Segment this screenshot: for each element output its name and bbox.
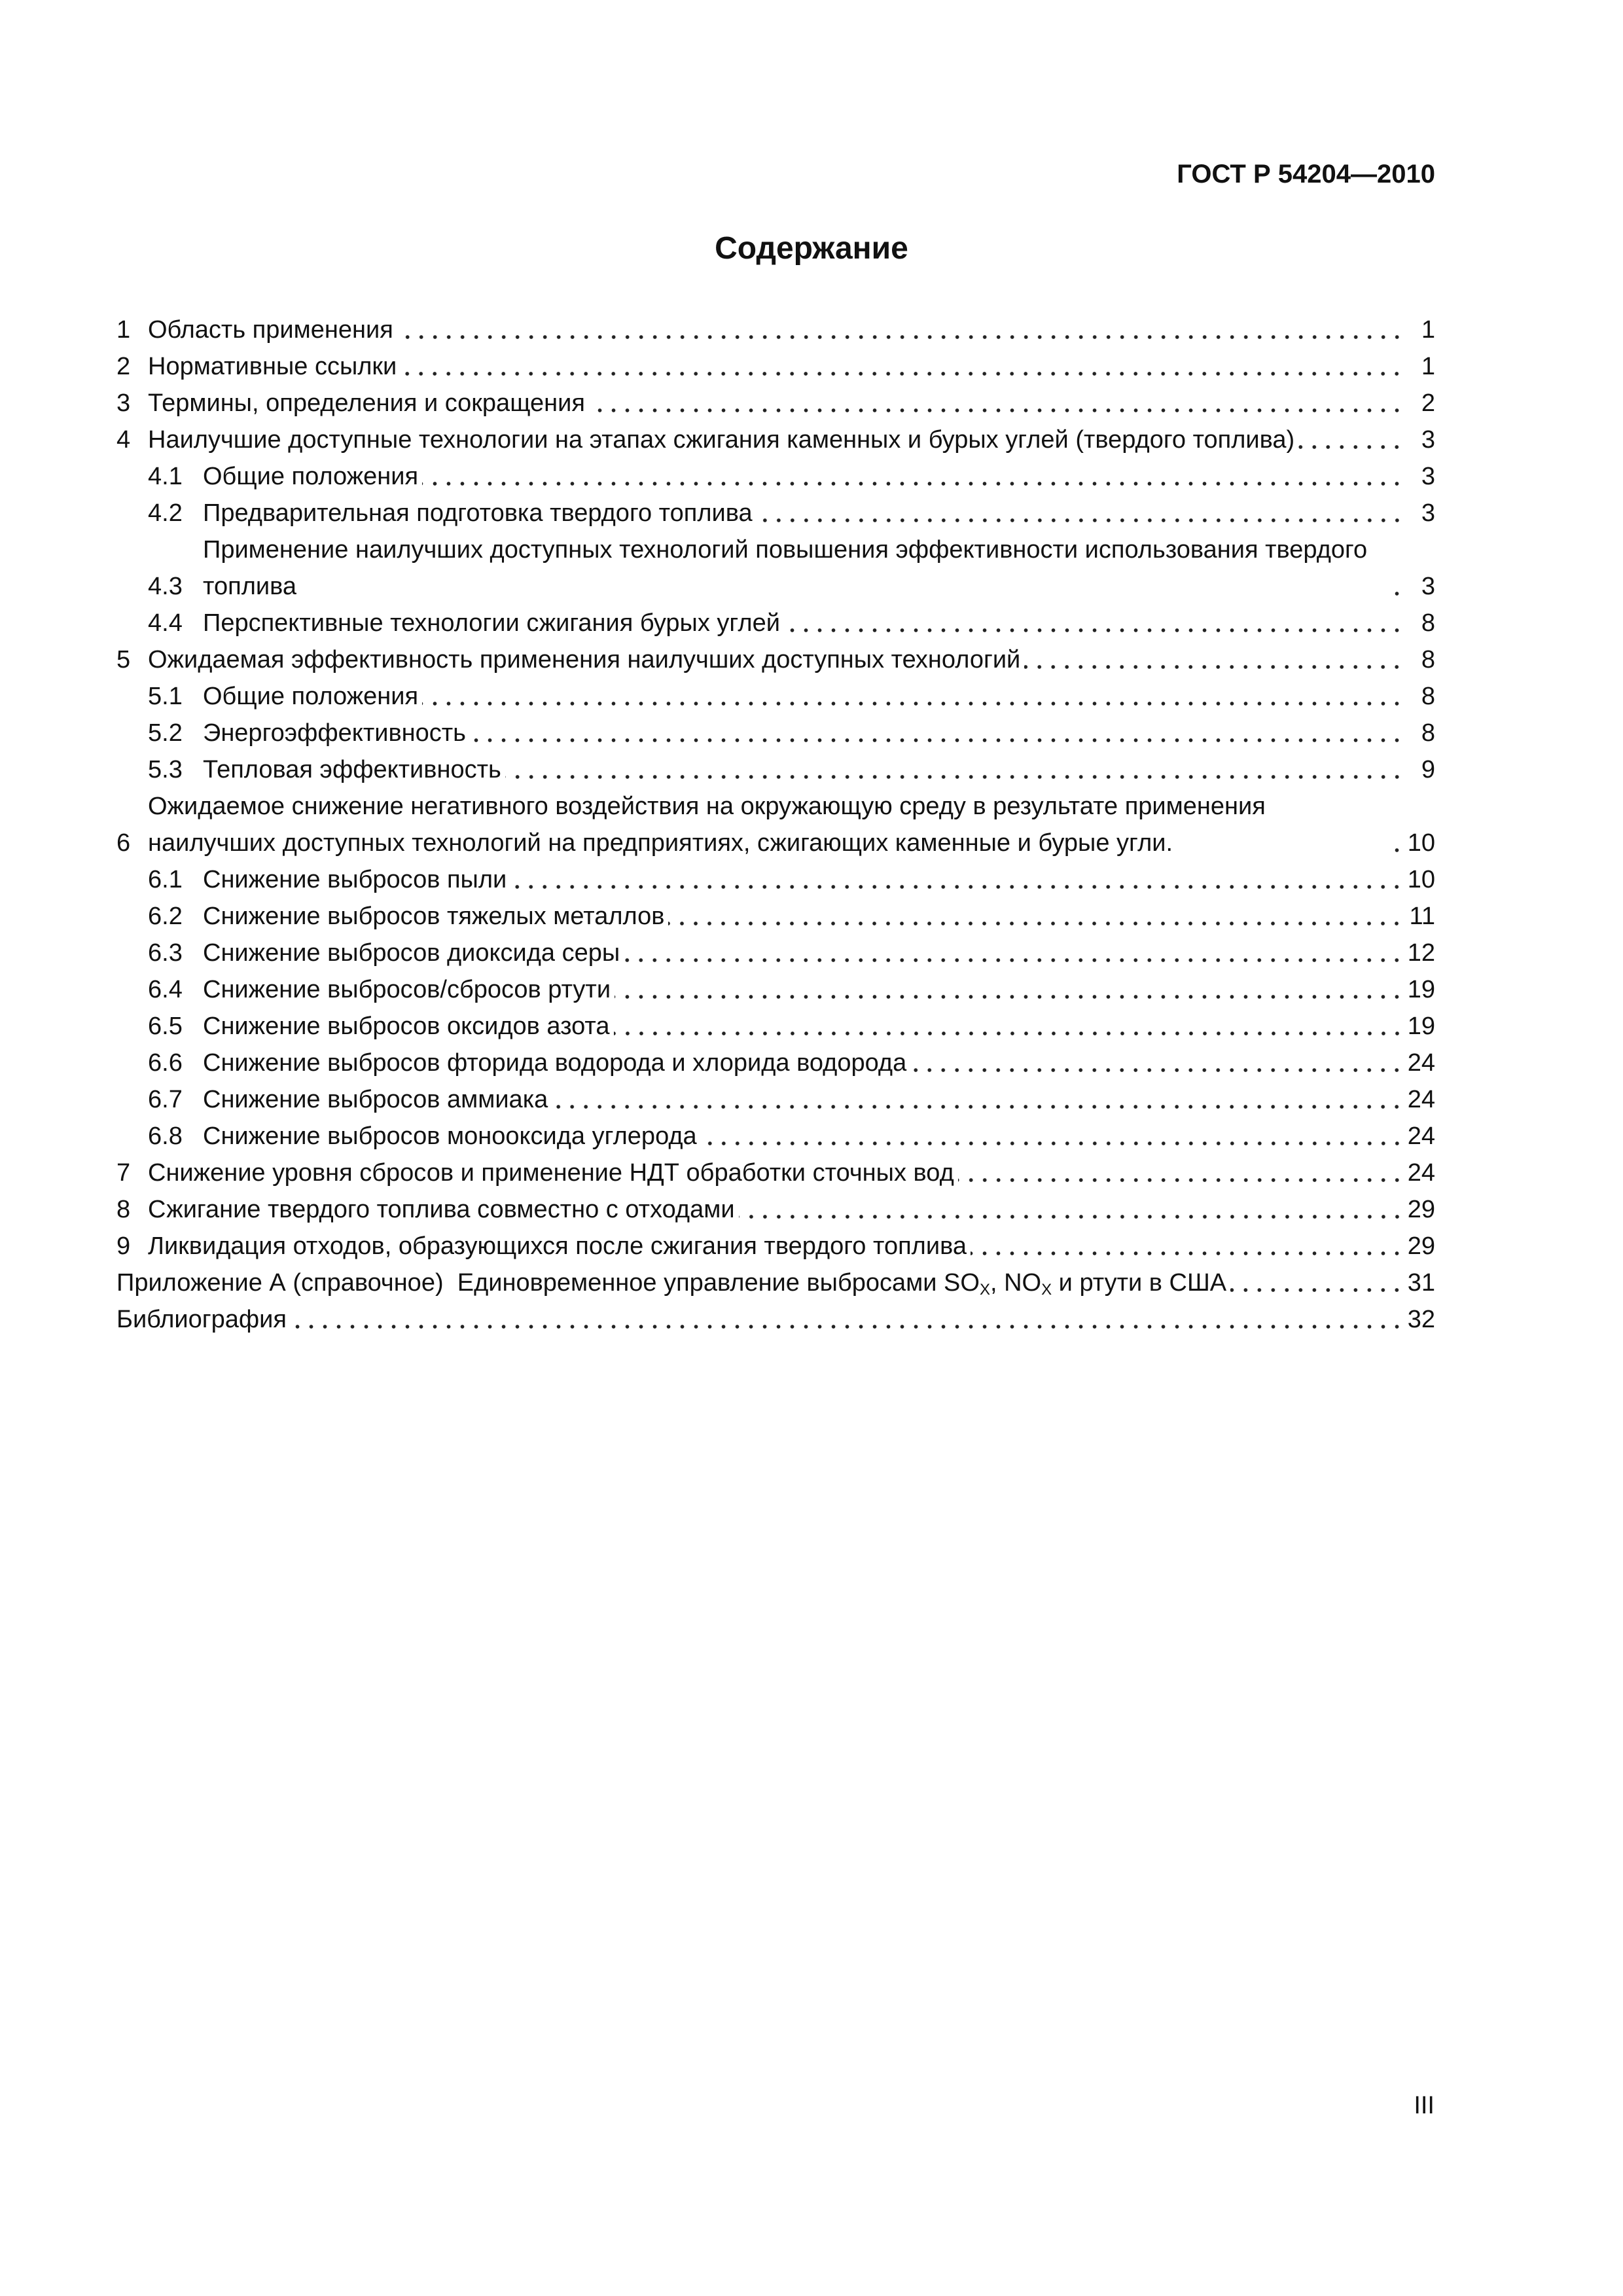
entry-page: 2: [1421, 389, 1435, 417]
entry-number: 5.3: [148, 756, 183, 783]
entry-title: [116, 1265, 1226, 1301]
entry-title: Энергоэффективность: [203, 719, 466, 747]
entry-number: 8: [116, 1196, 131, 1223]
entry-page: 8: [1421, 646, 1435, 673]
dot-leader: [291, 1301, 1404, 1338]
toc-entry-6-3[interactable]: [116, 935, 1435, 971]
entry-title: Снижение выбросов диоксида серы: [203, 939, 620, 967]
entry-number: 5.1: [148, 683, 183, 710]
entry-title: Применение наилучших доступных технологий повышения эффективности использования твердого топлива: [203, 536, 1368, 600]
entry-number: 9: [116, 1232, 131, 1260]
entry-number: 6.2: [148, 903, 183, 930]
entry-page: 10: [1407, 829, 1435, 857]
dot-leader: [910, 1045, 1404, 1081]
entry-page: 29: [1407, 1196, 1435, 1223]
toc-entry-4-3[interactable]: [116, 531, 1435, 605]
entry-number: 2: [116, 353, 131, 380]
entry-page: 10: [1407, 866, 1435, 893]
entry-title: Ликвидация отходов, образующихся после сжигания твердого топлива: [148, 1232, 967, 1260]
entry-title: Термины, определения и сокращения: [148, 389, 585, 417]
toc-entry-bibliography[interactable]: [116, 1301, 1435, 1338]
dot-leader: [552, 1081, 1404, 1118]
entry-number: 6.7: [148, 1086, 183, 1113]
entry-number: 7: [116, 1159, 131, 1187]
entry-page: 29: [1407, 1232, 1435, 1260]
toc-entry-7[interactable]: [116, 1155, 1435, 1191]
entry-page: 8: [1421, 719, 1435, 747]
toc-entry-4-2[interactable]: [116, 495, 1435, 531]
dot-leader: [1230, 1265, 1404, 1301]
entry-title: Снижение выбросов фторида водорода и хлорида водорода: [203, 1049, 907, 1077]
appendix-title-part: , NO: [990, 1269, 1042, 1297]
entry-title: Снижение выбросов аммиака: [203, 1086, 548, 1113]
table-of-contents: [116, 312, 1435, 1338]
entry-title: Общие положения: [203, 683, 419, 710]
dot-leader: [784, 605, 1404, 641]
subscript: X: [979, 1281, 990, 1299]
toc-entry-appendix-a[interactable]: [116, 1265, 1435, 1301]
dot-leader: [589, 385, 1404, 422]
toc-entry-4-4[interactable]: [116, 605, 1435, 641]
entry-number: 6.6: [148, 1049, 183, 1077]
entry-title: Область применения: [148, 316, 393, 344]
toc-entry-5-1[interactable]: [116, 678, 1435, 715]
dot-leader: [422, 678, 1404, 715]
dot-leader: [701, 1118, 1404, 1155]
entry-number: 5.2: [148, 719, 183, 747]
toc-title: Содержание: [715, 231, 908, 266]
entry-number: 6.8: [148, 1122, 183, 1150]
entry-title: Ожидаемая эффективность применения наилучших доступных технологий: [148, 646, 1021, 673]
entry-number: 6.4: [148, 976, 183, 1003]
entry-page: 24: [1407, 1122, 1435, 1150]
dot-leader: [971, 1228, 1404, 1265]
dot-leader: [958, 1155, 1404, 1191]
entry-title: Предварительная подготовка твердого топлива: [203, 499, 753, 527]
toc-entry-6-8[interactable]: [116, 1118, 1435, 1155]
entry-title: Общие положения: [203, 463, 419, 490]
subscript: X: [1041, 1281, 1052, 1299]
entry-number: 4.4: [148, 609, 183, 637]
dot-leader: [505, 751, 1404, 788]
dot-leader: [624, 935, 1404, 971]
entry-page: 9: [1421, 756, 1435, 783]
entry-page: 8: [1421, 609, 1435, 637]
toc-entry-6-2[interactable]: [116, 898, 1435, 935]
entry-number: 6.1: [148, 866, 183, 893]
dot-leader: [615, 971, 1404, 1008]
entry-number: 4: [116, 426, 131, 454]
toc-entry-9[interactable]: [116, 1228, 1435, 1265]
document-code: ГОСТ Р 54204—2010: [1177, 160, 1435, 188]
entry-page: 19: [1407, 976, 1435, 1003]
dot-leader: [397, 312, 1404, 348]
toc-entry-1[interactable]: [116, 312, 1435, 348]
toc-entry-5-3[interactable]: [116, 751, 1435, 788]
appendix-title-part: и ртути в США: [1052, 1269, 1227, 1297]
entry-page: 31: [1407, 1269, 1435, 1297]
entry-number: 6.3: [148, 939, 183, 967]
appendix-title-part: Единовременное управление выбросами SO: [457, 1269, 980, 1297]
entry-title: Снижение выбросов тяжелых металлов: [203, 903, 665, 930]
toc-entry-6-1[interactable]: [116, 861, 1435, 898]
dot-leader: [1298, 422, 1404, 458]
entry-number: 6: [116, 829, 131, 857]
entry-number: 4.2: [148, 499, 183, 527]
toc-entry-3[interactable]: [116, 385, 1435, 422]
entry-page: 1: [1421, 353, 1435, 380]
entry-page: 3: [1421, 463, 1435, 490]
dot-leader: [1024, 641, 1404, 678]
entry-page: 24: [1407, 1159, 1435, 1187]
entry-title: Снижение уровня сбросов и применение НДТ обработки сточных вод: [148, 1159, 954, 1187]
entry-page: 1: [1421, 316, 1435, 344]
appendix-label: Приложение А (справочное): [116, 1269, 444, 1297]
entry-page: 11: [1409, 903, 1435, 930]
entry-page: 24: [1407, 1086, 1435, 1113]
entry-title: Ожидаемое снижение негативного воздействия на окружающую среду в результате применения наилучших доступных технологий на предприятиях, сжигающих каменные и бурые угли.: [148, 793, 1266, 857]
entry-page: 24: [1407, 1049, 1435, 1077]
dot-leader: [1388, 825, 1404, 861]
dot-leader: [401, 348, 1404, 385]
toc-entry-6-6[interactable]: [116, 1045, 1435, 1081]
toc-entry-6-5[interactable]: [116, 1008, 1435, 1045]
entry-page: 3: [1421, 499, 1435, 527]
entry-number: 4.3: [148, 573, 183, 600]
toc-entry-4[interactable]: [116, 422, 1435, 458]
entry-title: Снижение выбросов/сбросов ртути: [203, 976, 611, 1003]
entry-page: 12: [1407, 939, 1435, 967]
dot-leader: [668, 898, 1404, 935]
toc-entry-2[interactable]: [116, 348, 1435, 385]
toc-entry-4-1[interactable]: [116, 458, 1435, 495]
dot-leader: [739, 1191, 1404, 1228]
dot-leader: [757, 495, 1404, 531]
entry-title: Тепловая эффективность: [203, 756, 501, 783]
entry-title: Снижение выбросов пыли: [203, 866, 507, 893]
toc-entry-5[interactable]: [116, 641, 1435, 678]
dot-leader: [1388, 568, 1404, 605]
dot-leader: [510, 861, 1404, 898]
entry-number: 6.5: [148, 1013, 183, 1040]
toc-entry-6-4[interactable]: [116, 971, 1435, 1008]
entry-title: Перспективные технологии сжигания бурых углей: [203, 609, 780, 637]
dot-leader: [614, 1008, 1404, 1045]
entry-title: Библиография: [116, 1306, 287, 1333]
dot-leader: [470, 715, 1404, 751]
entry-title: Наилучшие доступные технологии на этапах сжигания каменных и бурых углей (твердого топлива): [148, 426, 1295, 454]
entry-page: 8: [1421, 683, 1435, 710]
entry-title: Нормативные ссылки: [148, 353, 397, 380]
entry-title: Снижение выбросов оксидов азота: [203, 1013, 610, 1040]
page-number: III: [1414, 2092, 1435, 2119]
entry-title: Сжигание твердого топлива совместно с отходами: [148, 1196, 735, 1223]
entry-number: 5: [116, 646, 131, 673]
entry-page: 3: [1421, 573, 1435, 600]
entry-title: Снижение выбросов монооксида углерода: [203, 1122, 697, 1150]
entry-page: 32: [1407, 1306, 1435, 1333]
entry-number: 3: [116, 389, 131, 417]
entry-page: 3: [1421, 426, 1435, 454]
toc-entry-8[interactable]: [116, 1191, 1435, 1228]
toc-entry-6[interactable]: [116, 788, 1435, 861]
entry-page: 19: [1407, 1013, 1435, 1040]
entry-number: 4.1: [148, 463, 183, 490]
entry-number: 1: [116, 316, 131, 344]
dot-leader: [422, 458, 1404, 495]
toc-entry-6-7[interactable]: [116, 1081, 1435, 1118]
toc-entry-5-2[interactable]: [116, 715, 1435, 751]
